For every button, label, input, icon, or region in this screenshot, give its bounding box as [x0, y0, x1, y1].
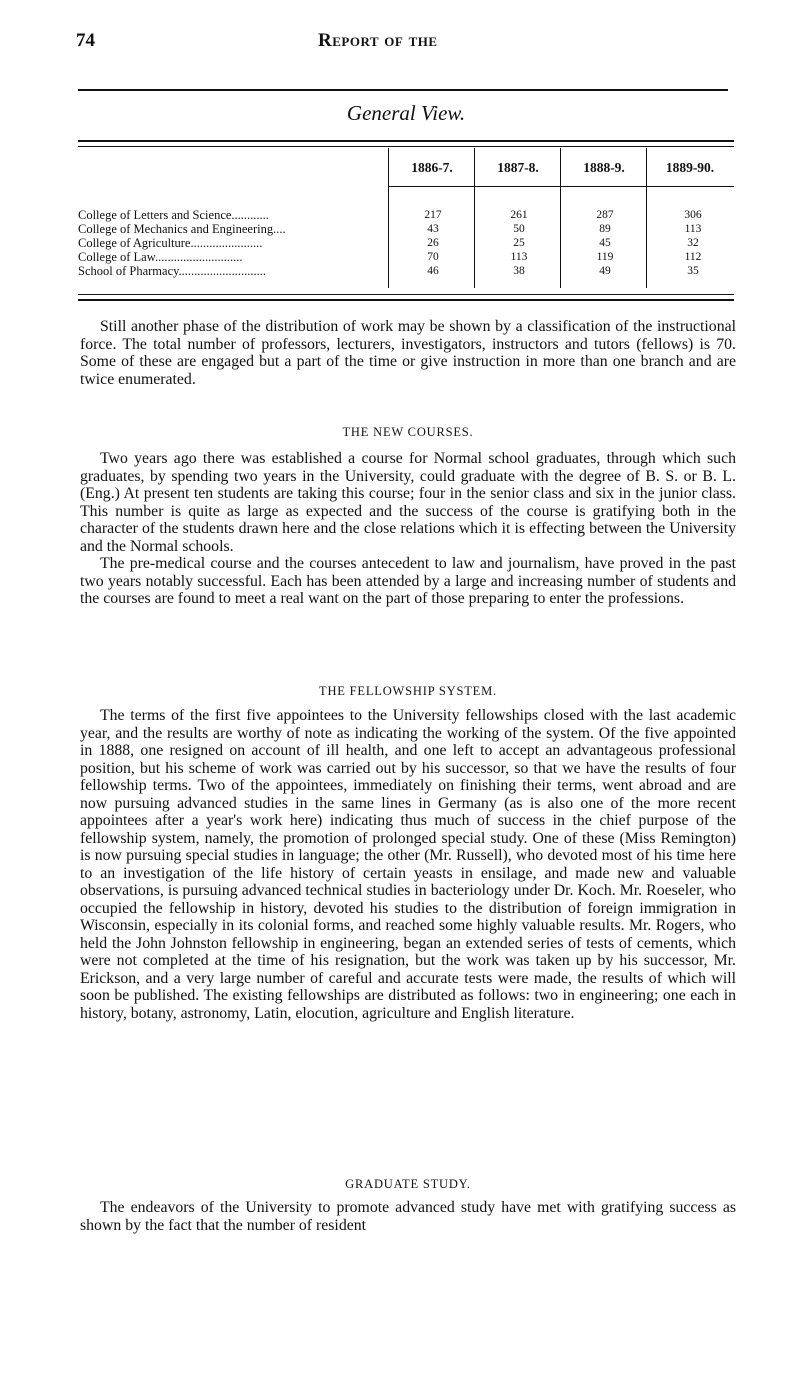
- cell-value: 38: [513, 265, 525, 277]
- column-header-year: 1887-8.: [497, 160, 539, 175]
- row-label: College of Mechanics and Engineering....: [78, 222, 286, 236]
- column-header-year: 1886-7.: [411, 160, 453, 175]
- paragraph: The pre-medical course and the courses antecedent to law and journalism, have proved in the past two years notably successful. Each has been attended by a large and increasing number of students and the courses are found to meet a real want on the part of those preparing to enter the professions.: [80, 555, 736, 607]
- enrollment-table: [78, 148, 734, 296]
- cell-value: 306: [684, 209, 702, 221]
- section-title: General View.: [346, 101, 466, 125]
- table-top-rule: [78, 140, 734, 142]
- cell-value: 113: [510, 251, 528, 263]
- heading-new-courses: THE NEW COURSES.: [342, 425, 474, 439]
- table-row: [78, 222, 734, 236]
- page-header: [76, 30, 736, 56]
- cell-value: 46: [427, 265, 439, 277]
- cell-value: 112: [684, 251, 702, 263]
- page-number: 74: [76, 30, 95, 51]
- table-row: [78, 264, 734, 278]
- paragraph: The endeavors of the University to promote advanced study have met with gratifying success as shown by the fact that the number of resident: [80, 1199, 736, 1234]
- running-head: Report of the: [318, 30, 438, 51]
- cell-value: 32: [687, 237, 699, 249]
- header-rule: [78, 89, 728, 91]
- row-label: College of Agriculture.......................: [78, 236, 263, 250]
- table-row: [78, 208, 734, 222]
- cell-value: 50: [513, 223, 525, 235]
- paragraph: Still another phase of the distribution of work may be shown by a classification of the instructional force. The total number of professors, lecturers, investigators, instructors and tutors (fellows) is 70. Some of these are engaged but a part of the time or give instruction in more than one branch and are twice enumerated.: [80, 318, 736, 388]
- table-bottom-rule-2: [78, 299, 734, 301]
- table-header-rule: [388, 186, 734, 187]
- cell-value: 25: [513, 237, 525, 249]
- cell-value: 26: [427, 237, 439, 249]
- cell-value: 35: [687, 265, 699, 277]
- cell-value: 113: [684, 223, 702, 235]
- cell-value: 287: [596, 209, 614, 221]
- row-label: College of Law............................: [78, 250, 243, 264]
- paragraph-new-courses: [80, 450, 736, 608]
- cell-value: 261: [510, 209, 528, 221]
- cell-value: 45: [599, 237, 611, 249]
- cell-value: 89: [599, 223, 611, 235]
- row-label: College of Letters and Science............: [78, 208, 269, 222]
- column-header-year: 1888-9.: [583, 160, 625, 175]
- paragraph-graduate-study: [80, 1199, 736, 1234]
- cell-value: 49: [599, 265, 611, 277]
- cell-value: 217: [424, 209, 442, 221]
- table-bottom-rule: [78, 294, 734, 295]
- paragraph: Two years ago there was established a course for Normal school graduates, through which such graduates, by spending two years in the University, could graduate with the degree of B. S. or B. L. (Eng.) At present ten students are taking this course; four in the senior class and six in the junior class. This number is quite as large as expected and the success of the course is gratifying both in the character of the students drawn here and the close relations which it is effecting between the University and the Normal schools.: [80, 450, 736, 555]
- heading-graduate-study: GRADUATE STUDY.: [345, 1177, 471, 1191]
- cell-value: 43: [427, 223, 439, 235]
- cell-value: 119: [596, 251, 614, 263]
- table-top-rule-2: [78, 146, 734, 147]
- heading-fellowship: THE FELLOWSHIP SYSTEM.: [319, 684, 497, 698]
- paragraph-fellowship: [80, 707, 736, 1022]
- column-header-year: 1889-90.: [665, 160, 715, 175]
- cell-value: 70: [427, 251, 439, 263]
- table-row: [78, 250, 734, 264]
- row-label: School of Pharmacy............................: [78, 264, 267, 278]
- table-row: [78, 236, 734, 250]
- paragraph-classification: [80, 318, 736, 388]
- paragraph: The terms of the first five appointees to the University fellowships closed with the last academic year, and the results are worthy of note as indicating the working of the system. Of the five appointed in 1888, one resigned on account of ill health, and one left to accept an advantageous professional position, but his scheme of work was carried out by his successor, so that we have the results of four fellowship terms. Two of the appointees, immediately on finishing their terms, went abroad and are now pursuing advanced studies in the same lines in Germany (as is also one of the more recent appointees after a year's work here) indicating thus much of success in the chief purpose of the fellowship system, namely, the promotion of prolonged special study. One of these (Miss Remington) is now pursuing special studies in language; the other (Mr. Russell), who devoted most of his time here to an investigation of the life history of certain yeasts in ensilage, and made new and valuable observations, is pursuing advanced technical studies in bacteriology under Dr. Koch. Mr. Roeseler, who occupied the fellowship in history, devoted his studies to the distribution of foreign immigration in Wisconsin, especially in its colonial forms, and reached some highly valuable results. Mr. Rogers, who held the John Johnston fellowship in engineering, began an extended series of tests of cements, which were not completed at the time of his resignation, but the work was taken up by his successor, Mr. Erickson, and a very large number of careful and accurate tests were made, the results of which will soon be published. The existing fellowships are distributed as follows: two in engineering; one each in history, botany, astronomy, Latin, elocution, agriculture and English literature.: [80, 707, 736, 1022]
